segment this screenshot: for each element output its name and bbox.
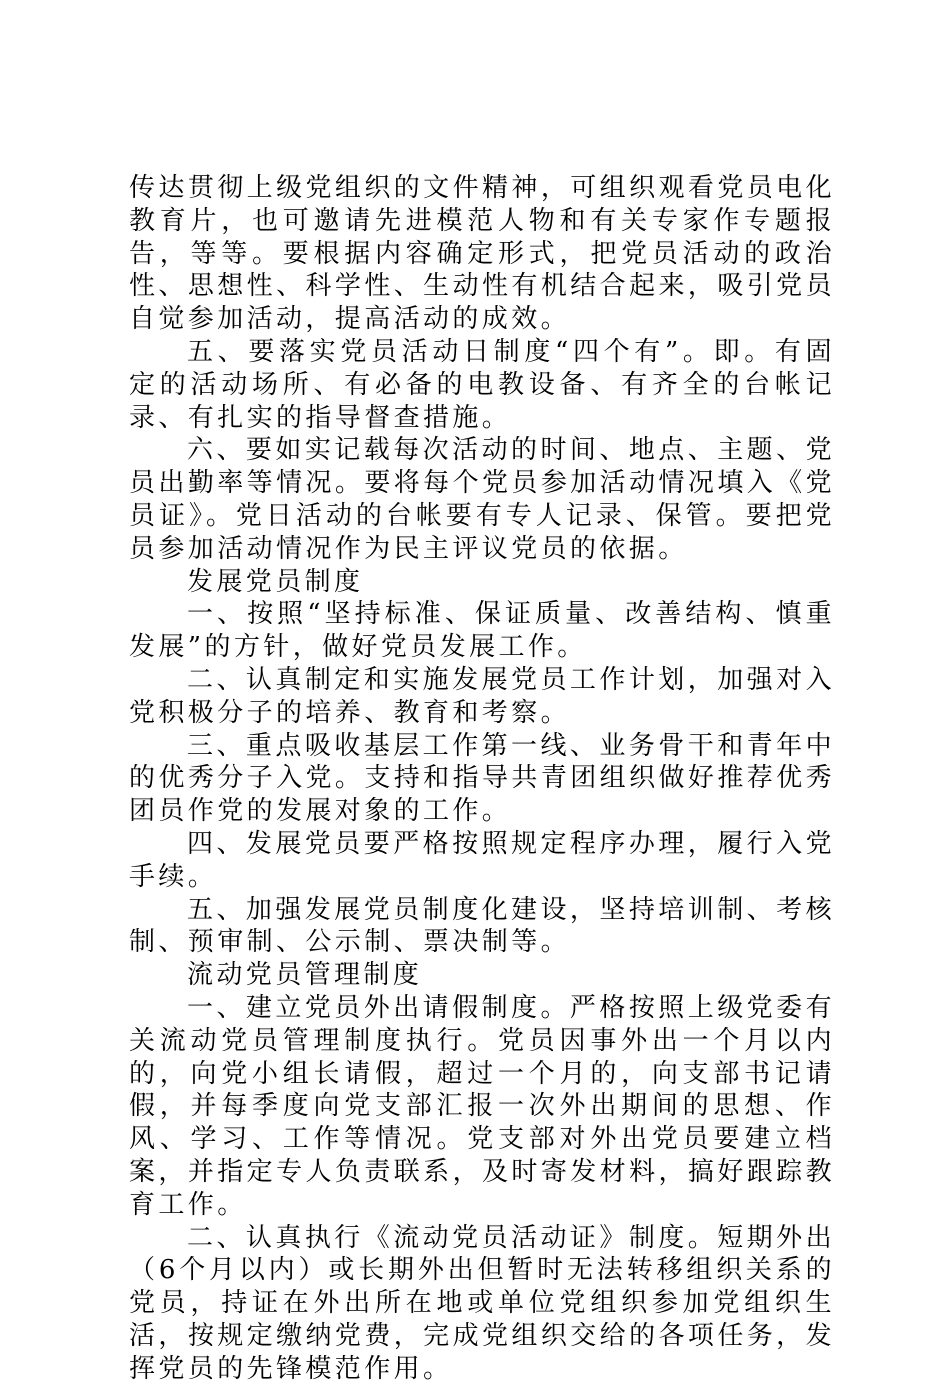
paragraph-activity-form: 传达贯彻上级党组织的文件精神，可组织观看党员电化教育片，也可邀请先进模范人物和有关专家作专题报告，等等。要根据内容确定形式，把党员活动的政治性、思想性、科学性、生动性有机结合起来，吸引党员自觉参加活动，提高活动的成效。 bbox=[129, 172, 835, 336]
paragraph-development-plan: 二、认真制定和实施发展党员工作计划，加强对入党积极分子的培养、教育和考察。 bbox=[129, 664, 835, 730]
section-heading-member-development: 发展党员制度 bbox=[129, 566, 835, 599]
paragraph-activity-day-four-haves: 五、要落实党员活动日制度“四个有”。即。有固定的活动场所、有必备的电教设备、有齐全的台帐记录、有扎实的指导督查措施。 bbox=[129, 336, 835, 434]
section-heading-mobile-members: 流动党员管理制度 bbox=[129, 959, 835, 992]
paragraph-development-institutionalization: 五、加强发展党员制度化建设，坚持培训制、考核制、预审制、公示制、票决制等。 bbox=[129, 894, 835, 960]
paragraph-development-policy: 一、按照“坚持标准、保证质量、改善结构、慎重发展”的方针，做好党员发展工作。 bbox=[129, 598, 835, 664]
paragraph-mobile-activity-certificate: 二、认真执行《流动党员活动证》制度。短期外出（6个月以内）或长期外出但暂时无法转移组织关系的党员，持证在外出所在地或单位党组织参加党组织生活，按规定缴纳党费，完成党组织交给的各项任务，发挥党员的先锋模范作用。 bbox=[129, 1222, 835, 1385]
paragraph-mobile-leave-system: 一、建立党员外出请假制度。严格按照上级党委有关流动党员管理制度执行。党员因事外出一个月以内的，向党小组长请假，超过一个月的，向支部书记请假，并每季度向党支部汇报一次外出期间的思想、作风、学习、工作等情况。党支部对外出党员要建立档案，并指定专人负责联系，及时寄发材料，搞好跟踪教育工作。 bbox=[129, 992, 835, 1222]
paragraph-development-recruitment: 三、重点吸收基层工作第一线、业务骨干和青年中的优秀分子入党。支持和指导共青团组织做好推荐优秀团员作党的发展对象的工作。 bbox=[129, 730, 835, 828]
paragraph-development-procedure: 四、发展党员要严格按照规定程序办理，履行入党手续。 bbox=[129, 828, 835, 894]
paragraph-activity-records: 六、要如实记载每次活动的时间、地点、主题、党员出勤率等情况。要将每个党员参加活动情况填入《党员证》。党日活动的台帐要有专人记录、保管。要把党员参加活动情况作为民主评议党员的依据。 bbox=[129, 434, 835, 565]
document-body bbox=[129, 172, 835, 1385]
